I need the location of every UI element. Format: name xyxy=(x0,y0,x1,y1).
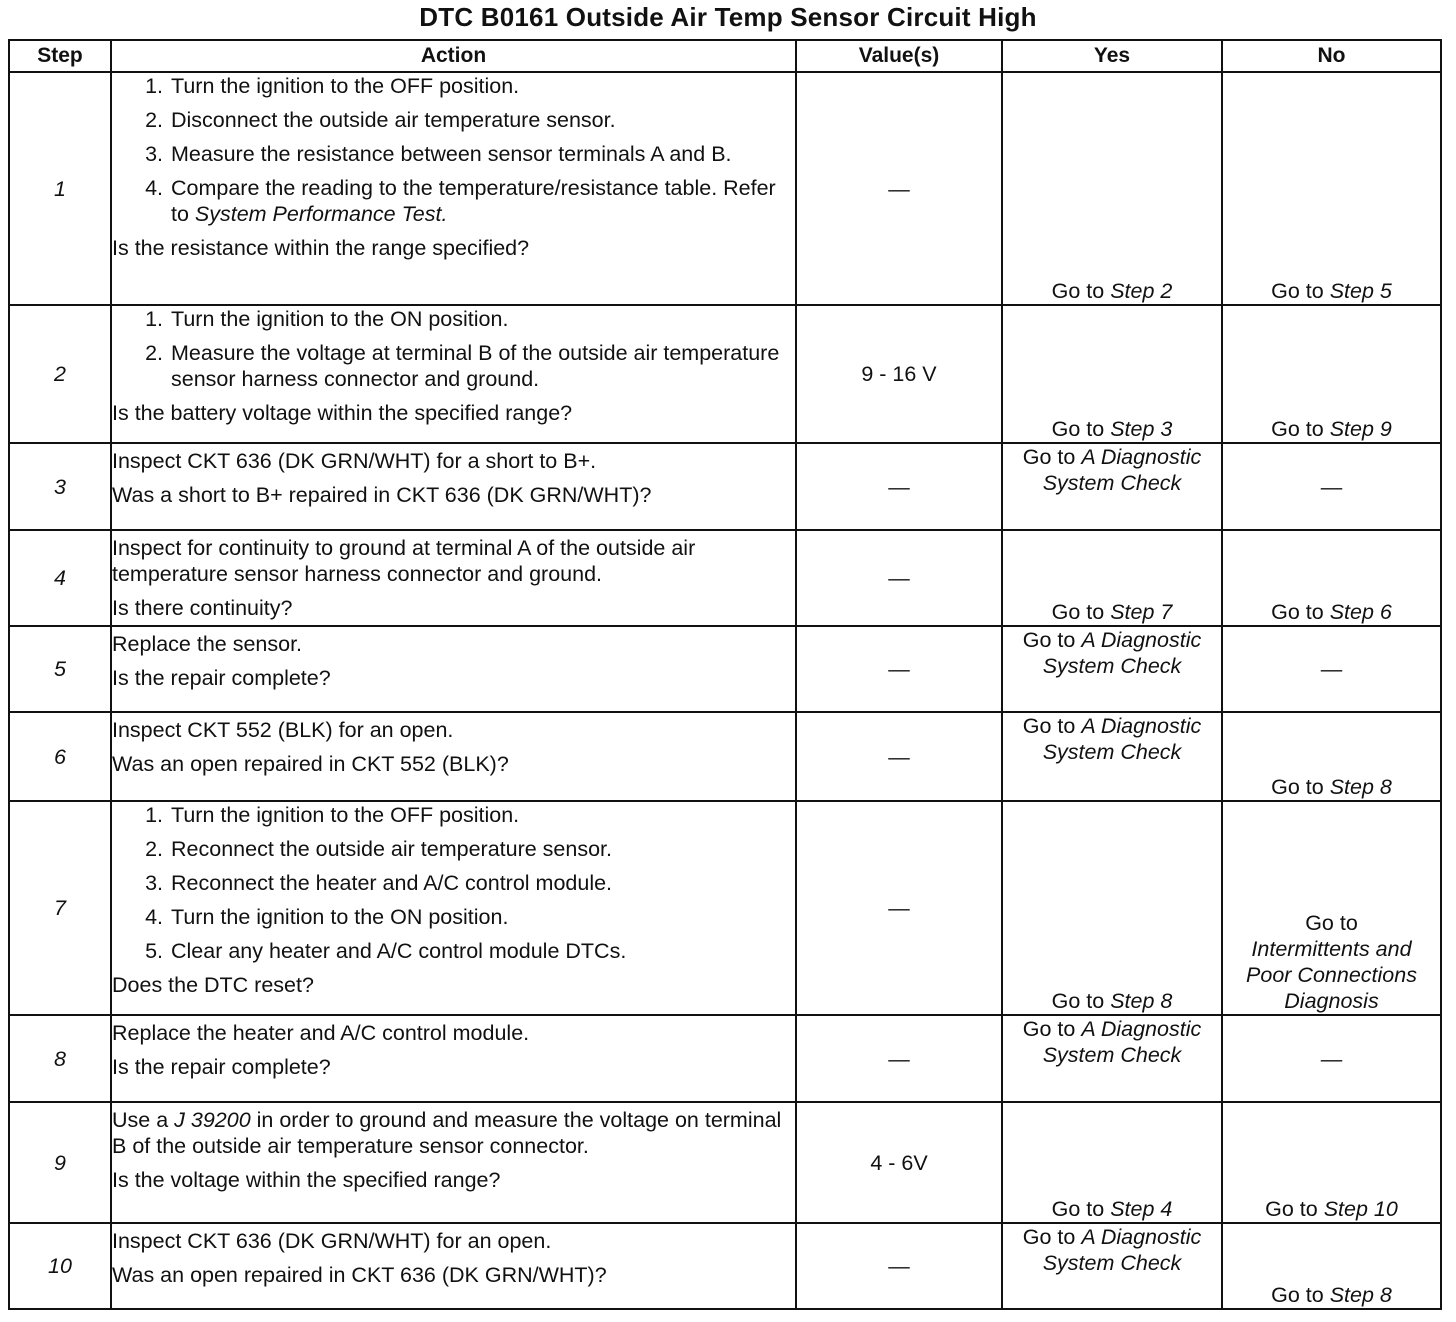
action-cell xyxy=(111,626,796,712)
step-number: 7 xyxy=(9,801,111,1015)
goto-text: Go to xyxy=(1022,445,1082,469)
action-step: 1. Turn the ignition to the OFF position. xyxy=(169,802,795,828)
header-action: Action xyxy=(111,40,796,72)
action-cell xyxy=(111,801,796,1015)
goto-text: Go to xyxy=(1022,1017,1082,1041)
action-text: Inspect CKT 552 (BLK) for an open. xyxy=(112,718,454,742)
action-steps-list xyxy=(112,306,795,392)
action-cell xyxy=(111,1223,796,1309)
value-cell: — xyxy=(796,530,1002,626)
action-cell xyxy=(111,1102,796,1223)
header-yes: Yes xyxy=(1002,40,1222,72)
goto-text: Go to xyxy=(1051,989,1111,1013)
yes-cell xyxy=(1002,712,1222,801)
yes-reference: Step 3 xyxy=(1110,417,1173,441)
yes-cell xyxy=(1002,1223,1222,1309)
action-text: Inspect CKT 636 (DK GRN/WHT) for a short to B+. xyxy=(112,449,597,473)
step-number: 5 xyxy=(9,626,111,712)
yes-reference: A Diagnostic System Check xyxy=(1042,628,1202,678)
yes-reference: Step 7 xyxy=(1110,600,1173,624)
table-row-step-10 xyxy=(9,1223,1441,1309)
action-text: Inspect for continuity to ground at terminal A of the outside air temperature sensor harness connector and ground. xyxy=(112,536,696,586)
goto-text: Go to xyxy=(1051,1197,1111,1221)
table-row-step-5 xyxy=(9,626,1441,712)
no-reference: Intermittents and Poor Connections Diagnosis xyxy=(1246,937,1417,1013)
action-step-text: Compare the reading to the temperature/resistance table. Refer to xyxy=(171,176,776,226)
yes-cell xyxy=(1002,443,1222,530)
table-row-step-9 xyxy=(9,1102,1441,1223)
no-cell: — xyxy=(1222,626,1441,712)
table-row-step-6 xyxy=(9,712,1441,801)
action-step: 5. Clear any heater and A/C control module DTCs. xyxy=(169,938,795,964)
goto-text: Go to xyxy=(1022,714,1082,738)
action-step: 1. Turn the ignition to the ON position. xyxy=(169,306,795,332)
value-cell: 9 - 16 V xyxy=(796,305,1002,443)
yes-reference: A Diagnostic System Check xyxy=(1042,1017,1202,1067)
step-number: 2 xyxy=(9,305,111,443)
action-cell xyxy=(111,72,796,305)
no-reference: Step 8 xyxy=(1329,775,1392,799)
no-reference: Step 8 xyxy=(1329,1283,1392,1307)
step-number: 4 xyxy=(9,530,111,626)
action-question: Is the repair complete? xyxy=(112,1055,331,1079)
yes-reference: A Diagnostic System Check xyxy=(1042,714,1202,764)
step-number: 1 xyxy=(9,72,111,305)
yes-cell xyxy=(1002,72,1222,305)
yes-reference: A Diagnostic System Check xyxy=(1042,445,1202,495)
reference-link: System Performance Test. xyxy=(194,202,448,226)
action-text: Replace the sensor. xyxy=(112,632,303,656)
goto-text: Go to xyxy=(1271,600,1330,624)
action-text xyxy=(112,1107,795,1159)
yes-cell xyxy=(1002,530,1222,626)
action-step: 4. Turn the ignition to the ON position. xyxy=(169,904,795,930)
step-number: 8 xyxy=(9,1015,111,1102)
value-cell: — xyxy=(796,712,1002,801)
value-cell: — xyxy=(796,626,1002,712)
yes-cell xyxy=(1002,1015,1222,1102)
action-text-end: in order to ground and measure the voltage on terminal B of the outside air temperature sensor connector. xyxy=(112,1108,782,1158)
table-row-step-1 xyxy=(9,72,1441,305)
action-question: Is the resistance within the range specified? xyxy=(112,236,530,260)
goto-text: Go to xyxy=(1305,911,1358,935)
yes-cell xyxy=(1002,626,1222,712)
no-reference: Step 9 xyxy=(1329,417,1392,441)
table-row-step-3 xyxy=(9,443,1441,530)
header-step: Step xyxy=(9,40,111,72)
value-cell: — xyxy=(796,801,1002,1015)
action-cell xyxy=(111,530,796,626)
action-step: 2. Reconnect the outside air temperature sensor. xyxy=(169,836,795,862)
table-row-step-8 xyxy=(9,1015,1441,1102)
no-cell xyxy=(1222,72,1441,305)
value-cell: — xyxy=(796,72,1002,305)
action-step: 3. Measure the resistance between sensor terminals A and B. xyxy=(169,141,795,167)
step-number: 6 xyxy=(9,712,111,801)
action-question: Is the battery voltage within the specified range? xyxy=(112,401,573,425)
goto-text: Go to xyxy=(1271,775,1330,799)
yes-cell xyxy=(1002,305,1222,443)
no-cell: — xyxy=(1222,443,1441,530)
action-question: Was an open repaired in CKT 552 (BLK)? xyxy=(112,752,509,776)
no-cell xyxy=(1222,530,1441,626)
action-question: Is the repair complete? xyxy=(112,666,331,690)
header-no: No xyxy=(1222,40,1441,72)
no-cell xyxy=(1222,305,1441,443)
goto-text: Go to xyxy=(1022,1225,1082,1249)
table-row-step-2 xyxy=(9,305,1441,443)
no-cell xyxy=(1222,1223,1441,1309)
action-steps-list xyxy=(112,802,795,964)
yes-reference: Step 2 xyxy=(1110,279,1173,303)
action-step: 1. Turn the ignition to the OFF position. xyxy=(169,73,795,99)
goto-text: Go to xyxy=(1051,279,1111,303)
tool-reference: J 39200 xyxy=(174,1108,251,1132)
no-cell xyxy=(1222,712,1441,801)
value-cell: — xyxy=(796,1223,1002,1309)
goto-text: Go to xyxy=(1265,1197,1324,1221)
action-cell xyxy=(111,305,796,443)
header-row xyxy=(9,40,1441,72)
action-question: Was an open repaired in CKT 636 (DK GRN/WHT)? xyxy=(112,1263,607,1287)
action-question: Is the voltage within the specified range? xyxy=(112,1168,501,1192)
action-question: Does the DTC reset? xyxy=(112,973,314,997)
action-cell xyxy=(111,712,796,801)
page-title: DTC B0161 Outside Air Temp Sensor Circuit High xyxy=(419,2,1037,32)
goto-text: Go to xyxy=(1271,1283,1330,1307)
step-number: 10 xyxy=(9,1223,111,1309)
no-reference: Step 6 xyxy=(1329,600,1392,624)
yes-reference: Step 8 xyxy=(1110,989,1173,1013)
header-values: Value(s) xyxy=(796,40,1002,72)
step-number: 9 xyxy=(9,1102,111,1223)
action-text: Replace the heater and A/C control module. xyxy=(112,1021,530,1045)
action-step xyxy=(169,175,795,227)
goto-text: Go to xyxy=(1271,417,1330,441)
action-step: 3. Reconnect the heater and A/C control module. xyxy=(169,870,795,896)
action-text-start: Use a xyxy=(112,1108,175,1132)
yes-cell xyxy=(1002,1102,1222,1223)
action-question: Was a short to B+ repaired in CKT 636 (DK GRN/WHT)? xyxy=(112,483,652,507)
no-cell xyxy=(1222,801,1441,1015)
goto-text: Go to xyxy=(1022,628,1082,652)
table-row-step-7 xyxy=(9,801,1441,1015)
value-cell: — xyxy=(796,1015,1002,1102)
goto-text: Go to xyxy=(1051,417,1111,441)
action-steps-list xyxy=(112,73,795,227)
action-cell xyxy=(111,1015,796,1102)
no-reference: Step 5 xyxy=(1329,279,1392,303)
action-step: 2. Disconnect the outside air temperature sensor. xyxy=(169,107,795,133)
no-reference: Step 10 xyxy=(1323,1197,1398,1221)
no-cell: — xyxy=(1222,1015,1441,1102)
yes-reference: A Diagnostic System Check xyxy=(1042,1225,1202,1275)
action-step: 2. Measure the voltage at terminal B of the outside air temperature sensor harness connector and ground. xyxy=(169,340,795,392)
action-question: Is there continuity? xyxy=(112,596,293,620)
diagnostic-table xyxy=(8,39,1442,1310)
table-row-step-4 xyxy=(9,530,1441,626)
value-cell: 4 - 6V xyxy=(796,1102,1002,1223)
yes-reference: Step 4 xyxy=(1110,1197,1173,1221)
yes-cell xyxy=(1002,801,1222,1015)
goto-text: Go to xyxy=(1271,279,1330,303)
goto-text: Go to xyxy=(1051,600,1111,624)
action-cell xyxy=(111,443,796,530)
value-cell: — xyxy=(796,443,1002,530)
no-cell xyxy=(1222,1102,1441,1223)
step-number: 3 xyxy=(9,443,111,530)
action-text: Inspect CKT 636 (DK GRN/WHT) for an open. xyxy=(112,1229,552,1253)
